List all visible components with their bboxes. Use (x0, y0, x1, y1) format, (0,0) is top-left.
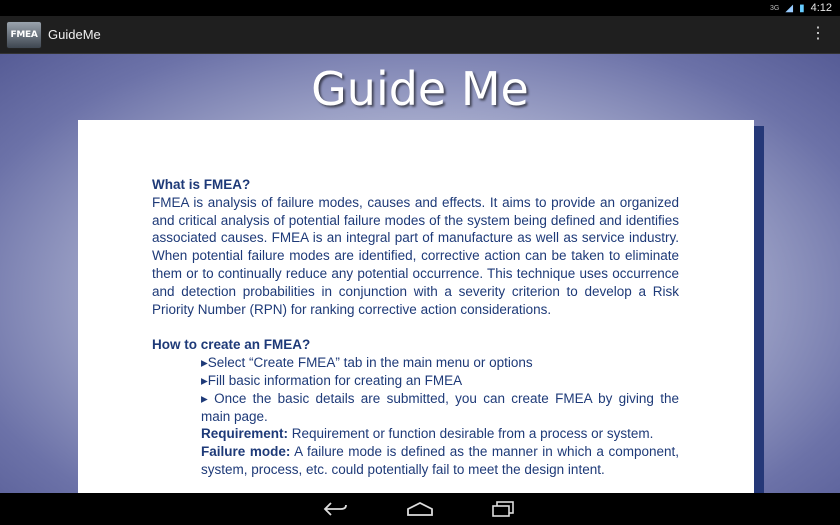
bullet-arrow-icon: ▸ (201, 355, 208, 371)
section-heading-how: How to create an FMEA? (152, 337, 311, 353)
status-bar (0, 0, 840, 16)
document-card[interactable] (78, 120, 754, 493)
app-icon[interactable] (6, 21, 42, 49)
home-icon[interactable] (402, 497, 438, 521)
list-item-text: Fill basic information for creating an FMEA (207, 372, 463, 388)
navigation-bar (0, 493, 840, 525)
spacer (152, 318, 679, 336)
network-type: 3G (770, 4, 780, 12)
section-heading-what: What is FMEA? (152, 177, 251, 192)
definition-term: Requirement: (201, 426, 289, 442)
how-to-list (152, 354, 679, 479)
app-icon-label: FMEA (10, 29, 38, 40)
definition-text: A failure mode is defined as the manner in which a component, system, process, etc. could potentially fail to meet the design intent. (201, 444, 679, 477)
overflow-menu-icon[interactable]: ⋮ (810, 25, 826, 42)
list-item (201, 372, 679, 390)
page-title: Guide Me (311, 62, 529, 116)
recent-apps-icon[interactable] (486, 497, 522, 521)
list-item-text: Once the basic details are submitted, you can create FMEA by giving the main page. (201, 390, 679, 424)
battery-icon: ▮ (799, 2, 805, 14)
list-item (201, 354, 679, 372)
clock: 4:12 (810, 2, 832, 14)
signal-icon: ◢ (785, 2, 794, 14)
app-title: GuideMe (48, 27, 101, 42)
action-bar (0, 16, 840, 54)
definition-requirement (201, 425, 679, 443)
definition-term: Failure mode: (201, 444, 291, 460)
back-icon[interactable] (318, 497, 354, 521)
bullet-arrow-icon: ▸ (201, 390, 208, 406)
list-item (201, 390, 679, 426)
content-area (0, 54, 840, 493)
document-body (152, 176, 679, 479)
bullet-arrow-icon: ▸ (201, 372, 208, 388)
definition-text: Requirement or function desirable from a process or system. (288, 426, 654, 442)
section-body-what: FMEA is analysis of failure modes, causes and effects. It aims to provide an organized and critical analysis of potential failure modes of the system being defined and identifies associated causes. FMEA is an integral part of manufacture as well as service industry. When potential failure modes are identified, corrective action can be taken to eliminate them or to continually reduce any potential occurrence. This technique uses occurrence and detection probabilities in conjunction with a severity criterion to develop a Risk Priority Number (RPN) for ranking corrective action considerations. (152, 194, 679, 317)
definition-failure-mode (201, 443, 679, 479)
list-item-text: Select “Create FMEA” tab in the main menu or options (207, 355, 533, 371)
